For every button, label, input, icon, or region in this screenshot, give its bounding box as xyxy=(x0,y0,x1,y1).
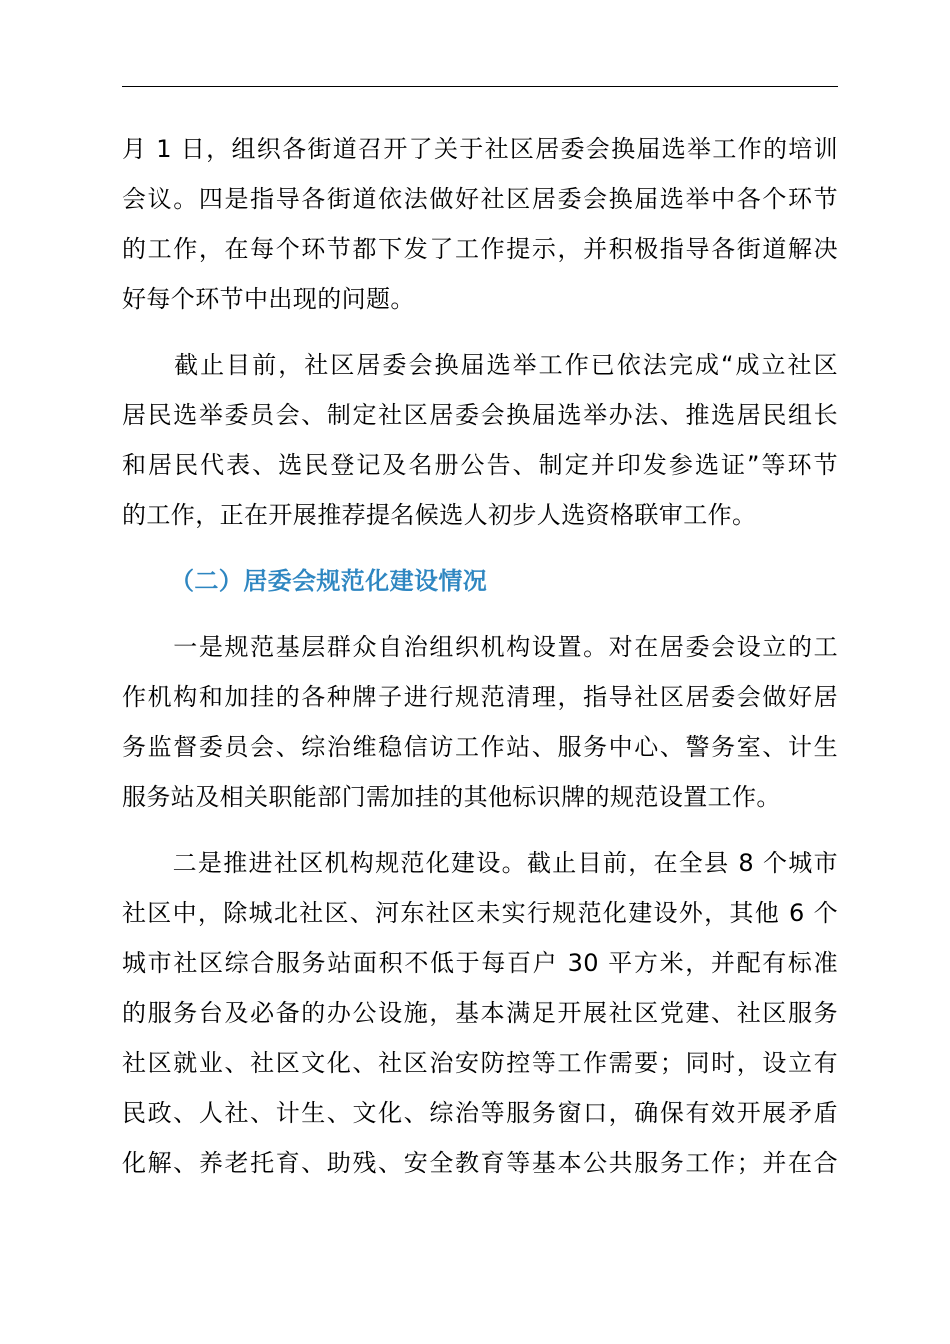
section-heading: （二）居委会规范化建设情况 xyxy=(170,567,488,595)
paragraph-4 xyxy=(122,838,838,1188)
paragraph-2 xyxy=(122,340,838,540)
text-line: 的服务台及必备的办公设施，基本满足开展社区党建、社区服务 xyxy=(122,999,838,1027)
text-line: 居民选举委员会、制定社区居委会换届选举办法、推选居民组长 xyxy=(122,401,838,429)
text-line: 截止目前，社区居委会换届选举工作已依法完成“成立社区 xyxy=(122,351,838,379)
text-line: 务监督委员会、综治维稳信访工作站、服务中心、警务室、计生 xyxy=(122,733,838,761)
text-line: 的工作，正在开展推荐提名候选人初步人选资格联审工作。 xyxy=(122,501,757,529)
text-line: 月 1 日，组织各街道召开了关于社区居委会换届选举工作的培训 xyxy=(122,135,838,163)
text-line: 一是规范基层群众自治组织机构设置。对在居委会设立的工 xyxy=(122,633,838,661)
text-line: 社区中，除城北社区、河东社区未实行规范化建设外，其他 6 个 xyxy=(122,899,838,927)
header-rule xyxy=(122,86,838,87)
text-line: 好每个环节中出现的问题。 xyxy=(122,285,415,313)
document-body xyxy=(122,124,838,1188)
paragraph-3 xyxy=(122,622,838,822)
text-line: 二是推进社区机构规范化建设。截止目前，在全县 8 个城市 xyxy=(122,849,838,877)
text-line: 会议。四是指导各街道依法做好社区居委会换届选举中各个环节 xyxy=(122,185,838,213)
text-line: 和居民代表、选民登记及名册公告、制定并印发参选证”等环节 xyxy=(122,451,838,479)
text-line: 城市社区综合服务站面积不低于每百户 30 平方米，并配有标准 xyxy=(122,949,838,977)
text-line: 民政、人社、计生、文化、综治等服务窗口，确保有效开展矛盾 xyxy=(122,1099,838,1127)
text-line: 作机构和加挂的各种牌子进行规范清理，指导社区居委会做好居 xyxy=(122,683,838,711)
text-line: 的工作，在每个环节都下发了工作提示，并积极指导各街道解决 xyxy=(122,235,838,263)
text-line: 化解、养老托育、助残、安全教育等基本公共服务工作；并在合 xyxy=(122,1149,838,1177)
text-line: 服务站及相关职能部门需加挂的其他标识牌的规范设置工作。 xyxy=(122,783,781,811)
paragraph-1 xyxy=(122,124,838,324)
text-line: 社区就业、社区文化、社区治安防控等工作需要；同时，设立有 xyxy=(122,1049,838,1077)
